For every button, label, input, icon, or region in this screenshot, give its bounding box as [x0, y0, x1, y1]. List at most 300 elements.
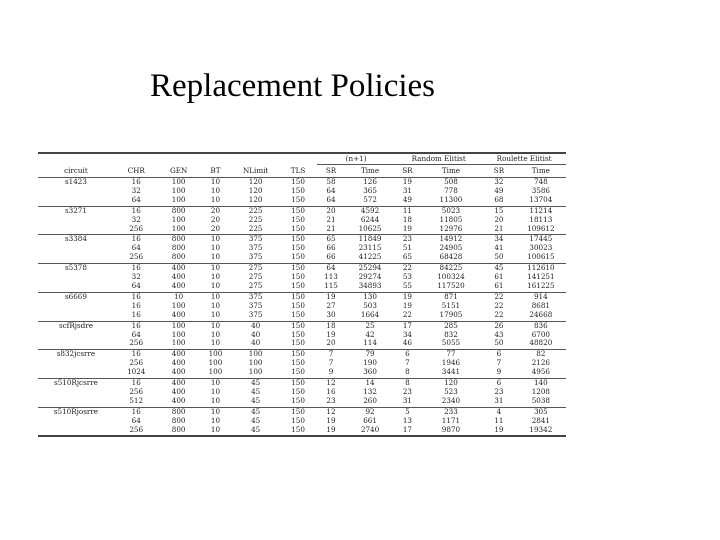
table-cell: 4956 [531, 367, 550, 377]
table-cell: 64 [317, 264, 345, 273]
circuit-cell: s6669 [38, 292, 114, 301]
table-cell: 225 [232, 206, 279, 215]
circuit-cell: scfRjsdre [38, 321, 114, 330]
table-cell: 10 [199, 178, 232, 187]
circuit-cell [38, 311, 114, 321]
table-cell: 400 [159, 350, 199, 359]
table-cell: 120 [232, 178, 279, 187]
circuit-cell: s510Rjosrre [38, 407, 114, 416]
table-cell: 150 [291, 415, 305, 425]
table-cell: 150 [291, 185, 305, 195]
table-cell: 10 [199, 407, 232, 416]
table-cell: 19 [317, 292, 345, 301]
table-cell: 365 [363, 185, 377, 195]
table-cell: 68428 [439, 252, 463, 262]
table-cell: 21 [494, 223, 504, 233]
table-cell: 43 [494, 329, 504, 339]
table-cell: 150 [291, 424, 305, 434]
table-cell: 32 [131, 185, 141, 195]
table-cell: 40 [251, 329, 261, 339]
table-cell: 16 [114, 178, 159, 187]
table-cell: 400 [171, 367, 186, 377]
table-cell: 19 [326, 329, 336, 339]
table-cell: 100 [199, 350, 232, 359]
table-cell: 7 [496, 358, 502, 368]
slide-title: Replacement Policies [150, 68, 435, 104]
table-cell: 120 [248, 194, 263, 204]
table-cell: 16 [114, 407, 159, 416]
table-cell: 256 [129, 252, 144, 262]
table-cell: 79 [345, 350, 395, 359]
table-cell: 800 [159, 206, 199, 215]
table-cell: 20 [326, 338, 336, 348]
table-cell: 5151 [441, 300, 461, 310]
table-cell: 42 [365, 329, 375, 339]
circuit-cell [38, 426, 114, 436]
table-cell: 10 [210, 243, 221, 253]
table-cell: 49 [494, 185, 504, 195]
group-header-roulette-elitist: Roulette Elitist [482, 154, 566, 165]
table-cell: 512 [129, 395, 144, 405]
table-cell: 10 [159, 292, 199, 301]
column-header: SR [482, 165, 515, 178]
table-cell: 8681 [531, 300, 550, 310]
table-cell: 256 [129, 386, 144, 396]
table-cell: 34893 [358, 280, 382, 290]
table-cell: 10 [210, 280, 221, 290]
table-row [38, 311, 566, 321]
table-cell: 400 [159, 264, 199, 273]
table-cell: 32 [482, 178, 515, 187]
circuit-cell: s3271 [38, 206, 114, 215]
column-header: Time [420, 165, 483, 178]
table-cell: 17905 [439, 309, 463, 319]
table-cell: 140 [516, 379, 566, 388]
table-row [38, 282, 566, 292]
circuit-cell: s1423 [38, 178, 114, 187]
group-header-nplus1: (n+1) [317, 154, 395, 165]
table-cell: 10 [210, 395, 221, 405]
table-cell: 16 [114, 235, 159, 244]
table-cell: 13704 [529, 194, 553, 204]
table-cell: 22 [395, 264, 420, 273]
table-cell: 150 [291, 300, 305, 310]
group-header-row [38, 154, 566, 165]
table-cell: 225 [248, 223, 263, 233]
table-cell: 6244 [360, 214, 380, 224]
table-cell: 23 [494, 386, 504, 396]
table-cell: 65 [317, 235, 345, 244]
table-cell: 22 [494, 309, 504, 319]
table-cell: 64 [326, 194, 336, 204]
table-cell: 6 [482, 350, 515, 359]
column-header: TLS [279, 165, 317, 178]
table-cell: 150 [291, 386, 305, 396]
table-cell: 375 [248, 309, 263, 319]
table-cell: 572 [363, 194, 377, 204]
table-cell: 800 [171, 252, 186, 262]
table-cell: 31 [494, 395, 504, 405]
table-cell: 19 [326, 415, 336, 425]
table-cell: 150 [291, 280, 305, 290]
circuit-cell [38, 282, 114, 292]
table-cell: 6 [395, 350, 420, 359]
table-cell: 100 [171, 185, 186, 195]
table-cell: 100 [171, 300, 186, 310]
table-cell: 260 [363, 395, 377, 405]
table-cell: 45 [232, 407, 279, 416]
table-cell: 40 [251, 338, 261, 348]
table-cell: 46 [402, 338, 412, 348]
table-cell: 10 [210, 309, 221, 319]
table-cell: 100 [159, 178, 199, 187]
table-cell: 8 [395, 379, 420, 388]
table-cell: 120 [420, 379, 483, 388]
table-cell: 523 [444, 386, 458, 396]
circuit-cell [38, 331, 114, 340]
circuit-cell [38, 359, 114, 368]
table-cell: 20 [210, 214, 221, 224]
table-cell: 18113 [529, 214, 553, 224]
table-cell: 21 [326, 223, 336, 233]
circuit-cell [38, 397, 114, 407]
column-header: BT [199, 165, 232, 178]
table-cell: 9 [328, 367, 334, 377]
circuit-cell: s832jcsrre [38, 350, 114, 359]
table-cell: 11805 [439, 214, 463, 224]
table-cell: 53 [402, 272, 412, 282]
table-cell: 100 [171, 329, 186, 339]
table-cell: 18 [402, 214, 412, 224]
table-cell: 10625 [358, 223, 382, 233]
table-cell: 233 [420, 407, 483, 416]
table-cell: 10 [210, 252, 221, 262]
table-cell: 12 [317, 379, 345, 388]
table-cell: 61 [494, 272, 504, 282]
table-cell: 16 [326, 386, 336, 396]
table-cell: 14912 [420, 235, 483, 244]
table-cell: 400 [159, 379, 199, 388]
table-cell: 20 [210, 223, 221, 233]
table-cell: 305 [516, 407, 566, 416]
table-cell: 256 [129, 358, 144, 368]
table-cell: 800 [159, 235, 199, 244]
table-cell: 4 [482, 407, 515, 416]
table-cell: 50 [494, 338, 504, 348]
table-cell: 20 [494, 214, 504, 224]
table-cell: 503 [363, 300, 377, 310]
table-cell: 150 [279, 206, 317, 215]
table-cell: 400 [171, 280, 186, 290]
table-cell: 17 [395, 321, 420, 330]
column-header: SR [395, 165, 420, 178]
table-cell: 7 [317, 350, 345, 359]
table-cell: 360 [363, 367, 377, 377]
table-cell: 26 [482, 321, 515, 330]
table-cell: 871 [420, 292, 483, 301]
table-cell: 150 [279, 292, 317, 301]
table-cell: 7 [405, 358, 410, 368]
table-cell: 10 [199, 321, 232, 330]
table-cell: 64 [131, 194, 141, 204]
table-cell: 19 [494, 424, 504, 434]
circuit-cell [38, 273, 114, 282]
circuit-cell [38, 253, 114, 263]
table-cell: 778 [444, 185, 458, 195]
table-row [38, 196, 566, 206]
group-header-random-elitist: Random Elitist [395, 154, 482, 165]
circuit-cell [38, 302, 114, 311]
table-cell: 18 [317, 321, 345, 330]
table-cell: 5 [395, 407, 420, 416]
table-row [38, 397, 566, 407]
table-cell: 10 [199, 379, 232, 388]
table-cell: 45 [251, 424, 261, 434]
table-cell: 41225 [358, 252, 382, 262]
table-cell: 100 [159, 321, 199, 330]
table-cell: 256 [129, 424, 144, 434]
table-cell: 61 [494, 280, 504, 290]
table-cell: 17 [402, 424, 412, 434]
table-cell: 24668 [529, 309, 553, 319]
column-header: CHR [114, 165, 159, 178]
table-cell: 5023 [420, 206, 483, 215]
table-cell: 64 [131, 243, 141, 253]
table-cell: 1208 [531, 386, 550, 396]
table-cell: 10 [199, 292, 232, 301]
table-cell: 150 [291, 329, 305, 339]
table-cell: 23 [402, 386, 412, 396]
table-cell: 16 [114, 379, 159, 388]
table-cell: 11849 [345, 235, 395, 244]
table-cell: 11214 [516, 206, 566, 215]
table-cell: 832 [444, 329, 458, 339]
table-cell: 58 [317, 178, 345, 187]
table-cell: 150 [279, 379, 317, 388]
table-cell: 84225 [420, 264, 483, 273]
table-cell: 100 [171, 194, 186, 204]
table-cell: 19 [326, 424, 336, 434]
circuit-cell [38, 339, 114, 349]
table-cell: 9870 [441, 424, 461, 434]
table-cell: 2740 [360, 424, 380, 434]
table-cell: 3586 [531, 185, 550, 195]
table-cell: 16 [114, 292, 159, 301]
table-cell: 256 [129, 223, 144, 233]
table-cell: 15 [482, 206, 515, 215]
circuit-cell [38, 196, 114, 206]
table-cell: 41 [494, 243, 504, 253]
table-cell: 19 [395, 292, 420, 301]
table-cell: 12976 [439, 223, 463, 233]
table-cell: 24905 [439, 243, 463, 253]
table-cell: 2126 [531, 358, 550, 368]
table-cell: 64 [131, 415, 141, 425]
circuit-cell: s3384 [38, 235, 114, 244]
table-cell: 1946 [441, 358, 461, 368]
table-cell: 836 [516, 321, 566, 330]
column-header: GEN [159, 165, 199, 178]
circuit-cell [38, 388, 114, 397]
table-cell: 50 [494, 252, 504, 262]
table-cell: 19342 [529, 424, 553, 434]
table-cell: 25 [345, 321, 395, 330]
table-cell: 800 [171, 243, 186, 253]
table-cell: 375 [248, 243, 263, 253]
table-cell: 10 [210, 338, 221, 348]
table-cell: 14 [345, 379, 395, 388]
table-cell: 55 [402, 280, 412, 290]
table-cell: 13 [402, 415, 412, 425]
table-cell: 150 [291, 252, 305, 262]
table-cell: 8 [405, 367, 410, 377]
table-cell: 77 [420, 350, 483, 359]
table-cell: 45 [251, 386, 261, 396]
table-cell: 65 [402, 252, 412, 262]
table-cell: 508 [420, 178, 483, 187]
table-cell: 150 [291, 309, 305, 319]
table-cell: 190 [363, 358, 377, 368]
table-row [38, 225, 566, 235]
table-cell: 20 [317, 206, 345, 215]
table-cell: 22 [494, 300, 504, 310]
table-cell: 375 [248, 252, 263, 262]
table-cell: 19 [402, 300, 412, 310]
table-cell: 400 [171, 386, 186, 396]
table-cell: 126 [345, 178, 395, 187]
table-row [38, 253, 566, 263]
table-cell: 19 [395, 178, 420, 187]
table-cell: 10 [210, 185, 221, 195]
table-cell: 375 [232, 235, 279, 244]
table-cell: 256 [129, 338, 144, 348]
table-cell: 25294 [345, 264, 395, 273]
table-cell: 800 [171, 424, 186, 434]
table-cell: 150 [291, 243, 305, 253]
table-cell: 1664 [360, 309, 380, 319]
table-row [38, 426, 566, 436]
table-cell: 16 [114, 321, 159, 330]
table-cell: 7 [328, 358, 334, 368]
table-cell: 661 [363, 415, 377, 425]
table-cell: 29274 [358, 272, 382, 282]
table-cell: 275 [248, 272, 263, 282]
table-cell: 150 [279, 264, 317, 273]
circuit-cell [38, 216, 114, 225]
column-header: SR [317, 165, 345, 178]
table-cell: 11 [494, 415, 504, 425]
table-body [38, 178, 566, 436]
table-cell: 150 [279, 321, 317, 330]
table-cell: 100 [171, 223, 186, 233]
table-cell: 16 [131, 309, 141, 319]
table-cell: 132 [363, 386, 377, 396]
table-cell: 10 [210, 329, 221, 339]
table-cell: 2841 [531, 415, 550, 425]
table-cell: 10 [210, 386, 221, 396]
table-cell: 4592 [345, 206, 395, 215]
table-cell: 66 [326, 243, 336, 253]
table-cell: 112610 [516, 264, 566, 273]
circuit-cell [38, 244, 114, 253]
table-cell: 9 [496, 367, 502, 377]
table-cell: 141251 [527, 272, 555, 282]
table-cell: 10 [210, 272, 221, 282]
table-cell: 20 [199, 206, 232, 215]
circuit-cell: s5378 [38, 264, 114, 273]
table-cell: 100 [248, 367, 263, 377]
table-cell: 800 [159, 407, 199, 416]
table-cell: 11300 [439, 194, 463, 204]
table-cell: 6 [482, 379, 515, 388]
table-cell: 23 [395, 235, 420, 244]
table-cell: 285 [420, 321, 483, 330]
table-cell: 150 [279, 350, 317, 359]
table-cell: 68 [494, 194, 504, 204]
table-cell: 150 [291, 214, 305, 224]
circuit-cell [38, 225, 114, 235]
table-cell: 5038 [531, 395, 550, 405]
table-cell: 10 [210, 424, 221, 434]
table-row [38, 368, 566, 378]
table-cell: 150 [291, 395, 305, 405]
table-cell: 3441 [441, 367, 461, 377]
table-cell: 31 [402, 395, 412, 405]
table-cell: 45 [232, 379, 279, 388]
table-cell: 40 [232, 321, 279, 330]
table-cell: 49 [402, 194, 412, 204]
circuit-cell [38, 417, 114, 426]
table-cell: 150 [279, 407, 317, 416]
table-cell: 109612 [527, 223, 555, 233]
table-cell: 400 [171, 272, 186, 282]
table-cell: 150 [279, 178, 317, 187]
table-cell: 48820 [529, 338, 553, 348]
table-cell: 16 [114, 206, 159, 215]
table-cell: 10 [210, 415, 221, 425]
table-cell: 10 [199, 235, 232, 244]
table-row [38, 339, 566, 349]
table-cell: 2340 [441, 395, 461, 405]
table-cell: 150 [291, 358, 305, 368]
table-cell: 100 [232, 350, 279, 359]
table-cell: 51 [402, 243, 412, 253]
column-header: Time [516, 165, 566, 178]
table-cell: 375 [248, 300, 263, 310]
table-cell: 10 [210, 194, 221, 204]
table-cell: 5055 [441, 338, 461, 348]
table-cell: 19 [402, 223, 412, 233]
table-cell: 161225 [527, 280, 555, 290]
table-cell: 22 [402, 309, 412, 319]
table-cell: 400 [171, 358, 186, 368]
table-cell: 16 [131, 300, 141, 310]
table-cell: 130 [345, 292, 395, 301]
table-cell: 34 [482, 235, 515, 244]
table-cell: 275 [248, 280, 263, 290]
table-cell: 17445 [516, 235, 566, 244]
table-cell: 45 [251, 415, 261, 425]
table-cell: 23115 [358, 243, 382, 253]
table-cell: 64 [326, 185, 336, 195]
table-cell: 30023 [529, 243, 553, 253]
table-cell: 32 [131, 214, 141, 224]
table-cell: 100 [248, 358, 263, 368]
table-cell: 115 [324, 280, 338, 290]
table-cell: 66 [326, 252, 336, 262]
table-cell: 100 [208, 358, 223, 368]
column-header: NLimit [232, 165, 279, 178]
